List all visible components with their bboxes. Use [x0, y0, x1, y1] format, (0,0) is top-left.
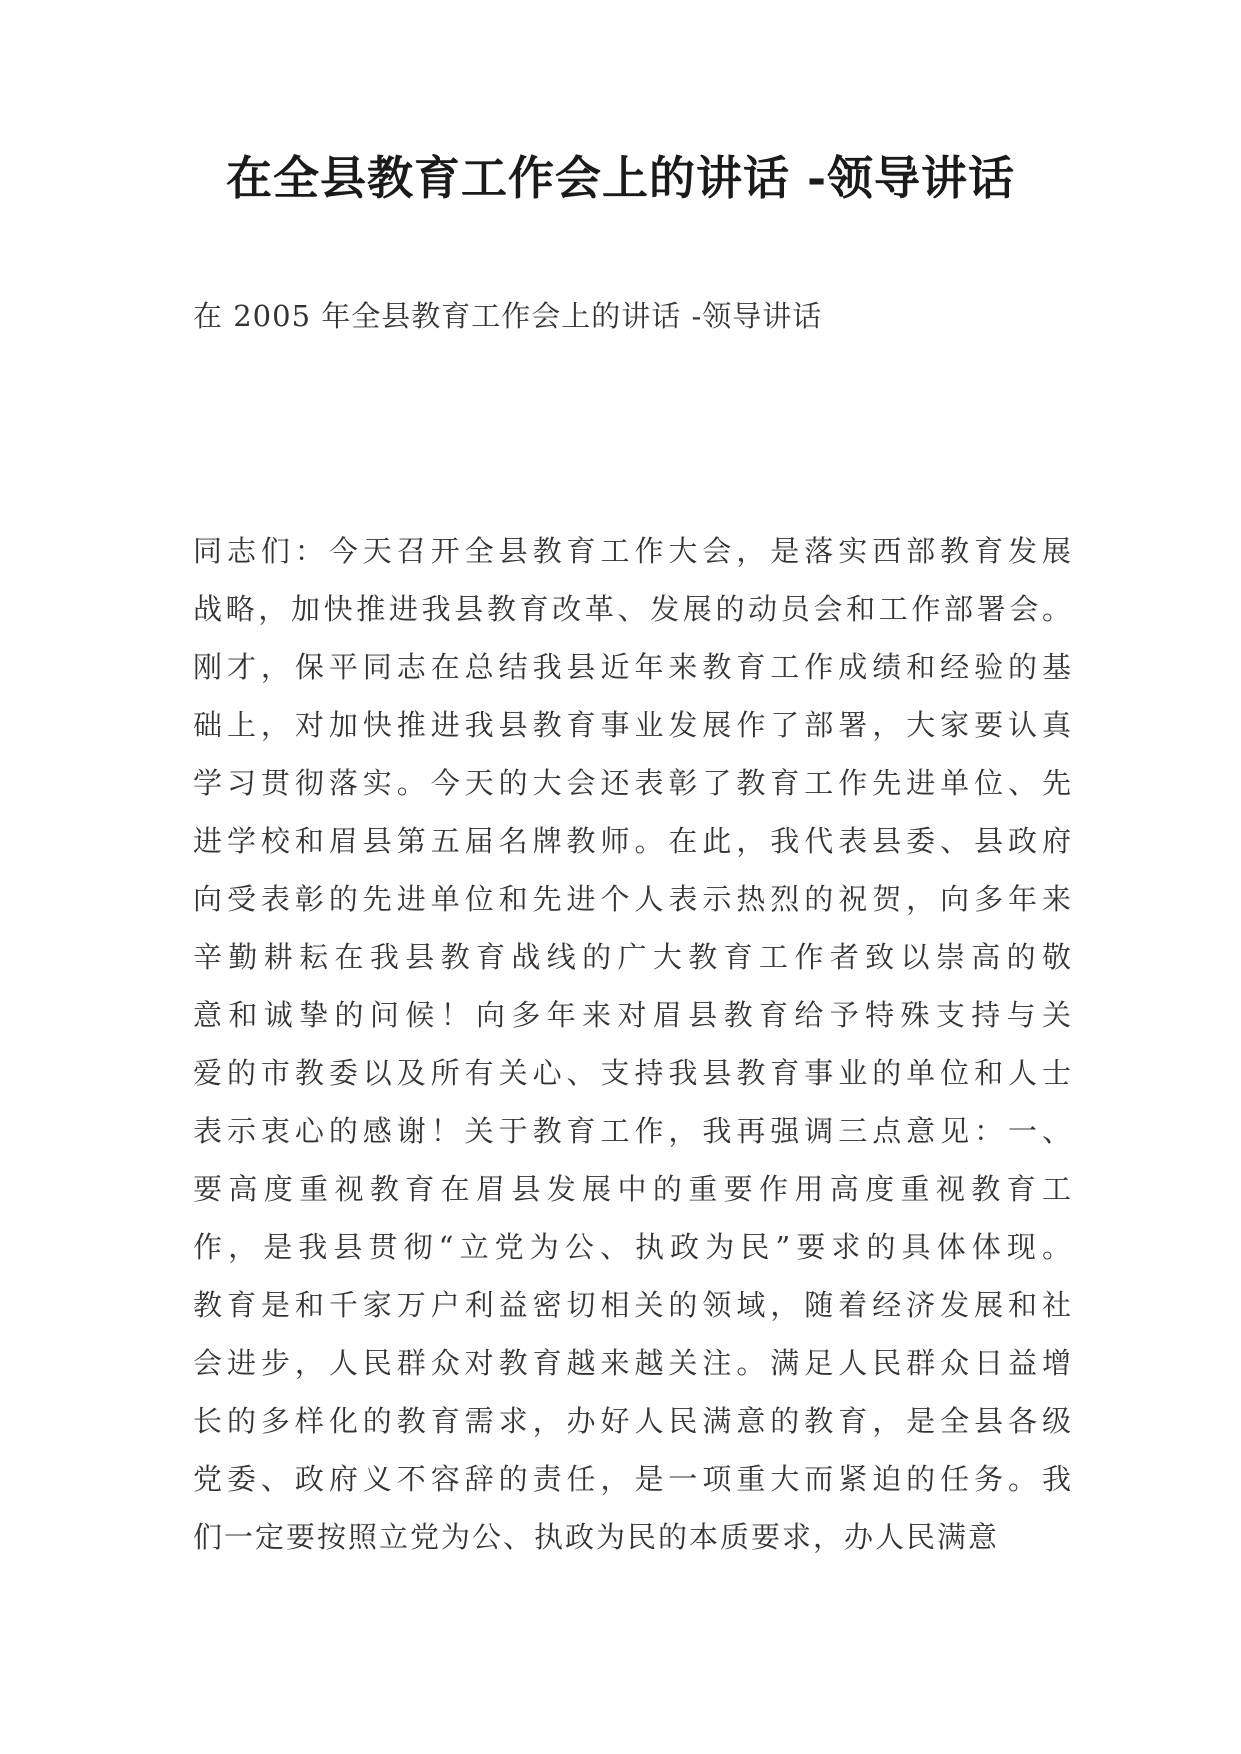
body-line: 长的多样化的教育需求，办好人民满意的教育，是全县各级 [193, 1404, 1073, 1438]
body-line: 会进步，人民群众对教育越来越关注。满足人民群众日益增 [193, 1346, 1073, 1380]
body-line: 要高度重视教育在眉县发展中的重要作用高度重视教育工 [193, 1172, 1073, 1206]
body-line: 刚才，保平同志在总结我县近年来教育工作成绩和经验的基 [193, 650, 1073, 684]
body-line: 党委、政府义不容辞的责任，是一项重大而紧迫的任务。我 [193, 1462, 1073, 1496]
body-line: 同志们：今天召开全县教育工作大会，是落实西部教育发展 [193, 534, 1073, 568]
body-line: 向受表彰的先进单位和先进个人表示热烈的祝贺，向多年来 [193, 882, 1073, 916]
document-title: 在全县教育工作会上的讲话 -领导讲话 [225, 151, 1016, 205]
body-line: 础上，对加快推进我县教育事业发展作了部署，大家要认真 [193, 708, 1073, 742]
body-line: 战略，加快推进我县教育改革、发展的动员会和工作部署会。 [193, 592, 1073, 626]
body-line: 作，是我县贯彻“立党为公、执政为民”要求的具体体现。 [193, 1230, 1073, 1264]
body-line: 进学校和眉县第五届名牌教师。在此，我代表县委、县政府 [193, 824, 1073, 858]
document-subtitle: 在 2005 年全县教育工作会上的讲话 -领导讲话 [193, 299, 823, 333]
document-body [193, 522, 1073, 1566]
body-line: 爱的市教委以及所有关心、支持我县教育事业的单位和人士 [193, 1056, 1073, 1090]
body-line: 学习贯彻落实。今天的大会还表彰了教育工作先进单位、先 [193, 766, 1073, 800]
body-line: 辛勤耕耘在我县教育战线的广大教育工作者致以崇高的敬 [193, 940, 1073, 974]
body-line: 教育是和千家万户利益密切相关的领域，随着经济发展和社 [193, 1288, 1073, 1322]
body-line: 表示衷心的感谢！关于教育工作，我再强调三点意见：一、 [193, 1114, 1073, 1148]
body-line: 们一定要按照立党为公、执政为民的本质要求，办人民满意 [193, 1520, 1000, 1554]
body-line: 意和诚挚的问候！向多年来对眉县教育给予特殊支持与关 [193, 998, 1073, 1032]
